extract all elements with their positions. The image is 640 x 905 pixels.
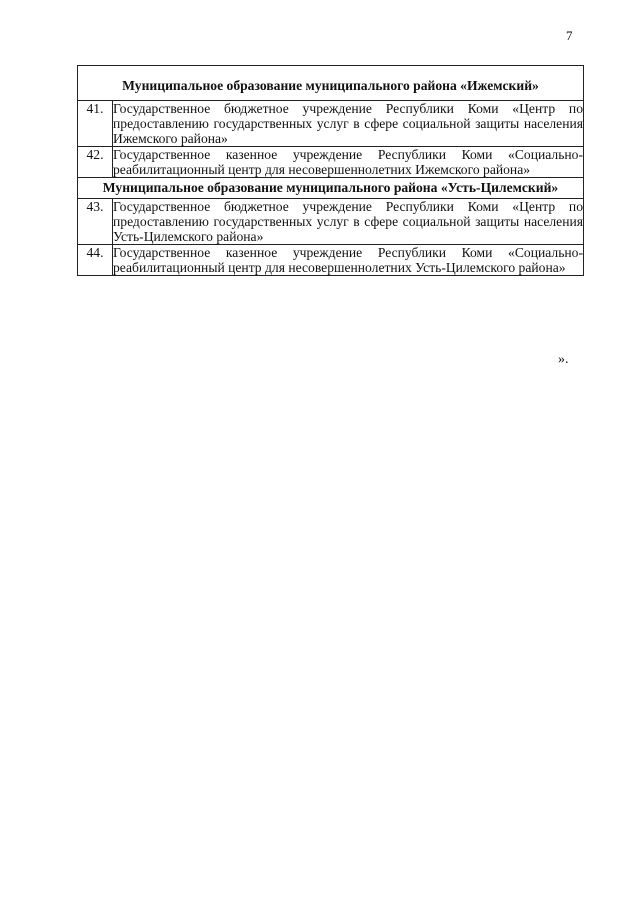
institution-name: Государственное казенное учреждение Республики Коми «Социально-реабилитационный центр для несовершеннолетних Усть-Цилемского района» — [113, 245, 583, 275]
section-title: Муниципальное образование муниципального района «Усть-Цилемский» — [78, 178, 584, 199]
institution-name: Государственное казенное учреждение Республики Коми «Социально-реабилитационный центр для несовершеннолетних Ижемского района» — [113, 147, 583, 177]
institutions-table — [77, 65, 584, 276]
row-number: 43. — [78, 199, 113, 245]
institution-name: Государственное бюджетное учреждение Республики Коми «Центр по предоставлению государственных услуг в сфере социальной защиты населения Ижемского района» — [113, 101, 583, 146]
row-number: 41. — [78, 101, 113, 147]
table-row — [78, 101, 584, 147]
page-number: 7 — [566, 28, 573, 43]
row-number: 42. — [78, 147, 113, 178]
institution-name: Государственное бюджетное учреждение Республики Коми «Центр по предоставлению государственных услуг в сфере социальной защиты населения Усть-Цилемского района» — [113, 199, 583, 244]
closing-quote-mark: ». — [558, 352, 569, 367]
table-row — [78, 147, 584, 178]
section-header-row — [78, 178, 584, 199]
table-row — [78, 245, 584, 276]
row-number: 44. — [78, 245, 113, 276]
section-header-row — [78, 66, 584, 101]
table-row — [78, 199, 584, 245]
section-title: Муниципальное образование муниципального района «Ижемский» — [78, 66, 584, 101]
